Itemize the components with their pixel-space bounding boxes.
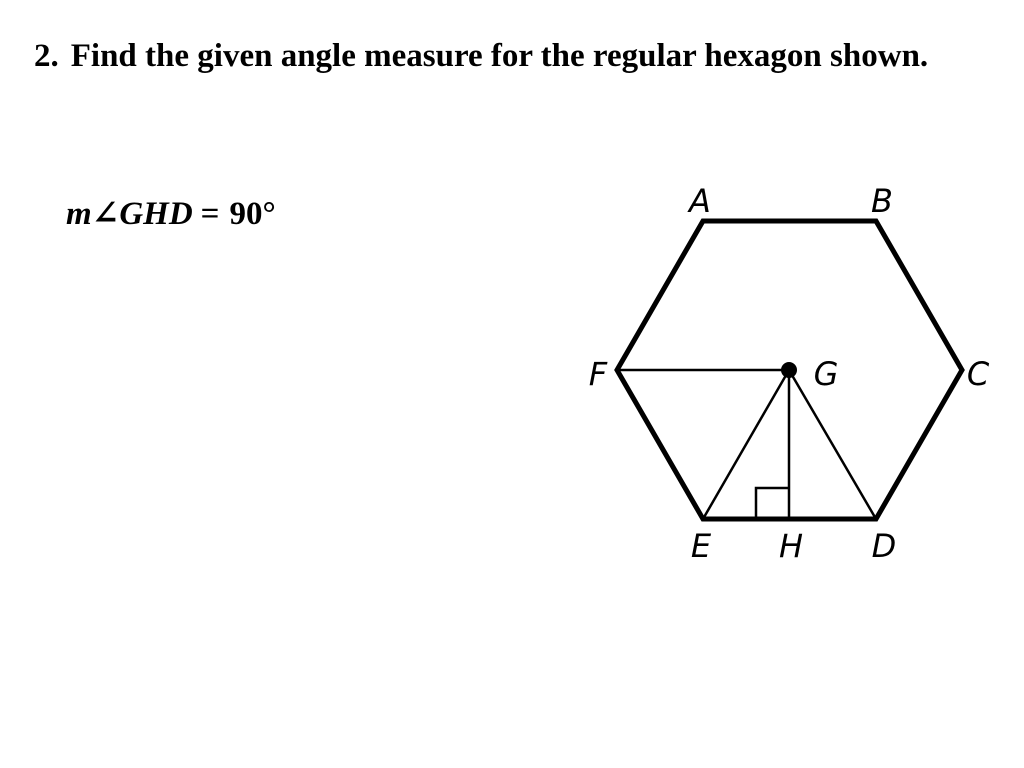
vertex-label-e: E — [690, 527, 712, 565]
segment-ge — [703, 370, 789, 519]
question-text: Find the given angle measure for the regular hexagon shown. — [70, 38, 929, 74]
answer-value: 90° — [229, 196, 276, 232]
center-point-g — [781, 362, 797, 378]
vertex-label-f: F — [588, 355, 608, 393]
vertex-label-b: B — [871, 182, 893, 220]
question-number: 2. — [34, 38, 59, 74]
vertex-label-d: D — [871, 527, 897, 565]
angle-name: GHD — [119, 196, 193, 232]
vertex-label-a: A — [689, 182, 711, 220]
vertex-label-c: C — [966, 355, 990, 393]
measure-prefix: m — [66, 196, 92, 232]
angle-symbol: ∠ — [91, 196, 120, 232]
vertex-label-g: G — [813, 355, 839, 393]
equals-sign: = — [200, 196, 220, 232]
right-angle-marker — [756, 488, 789, 519]
vertex-label-h: H — [778, 527, 804, 565]
